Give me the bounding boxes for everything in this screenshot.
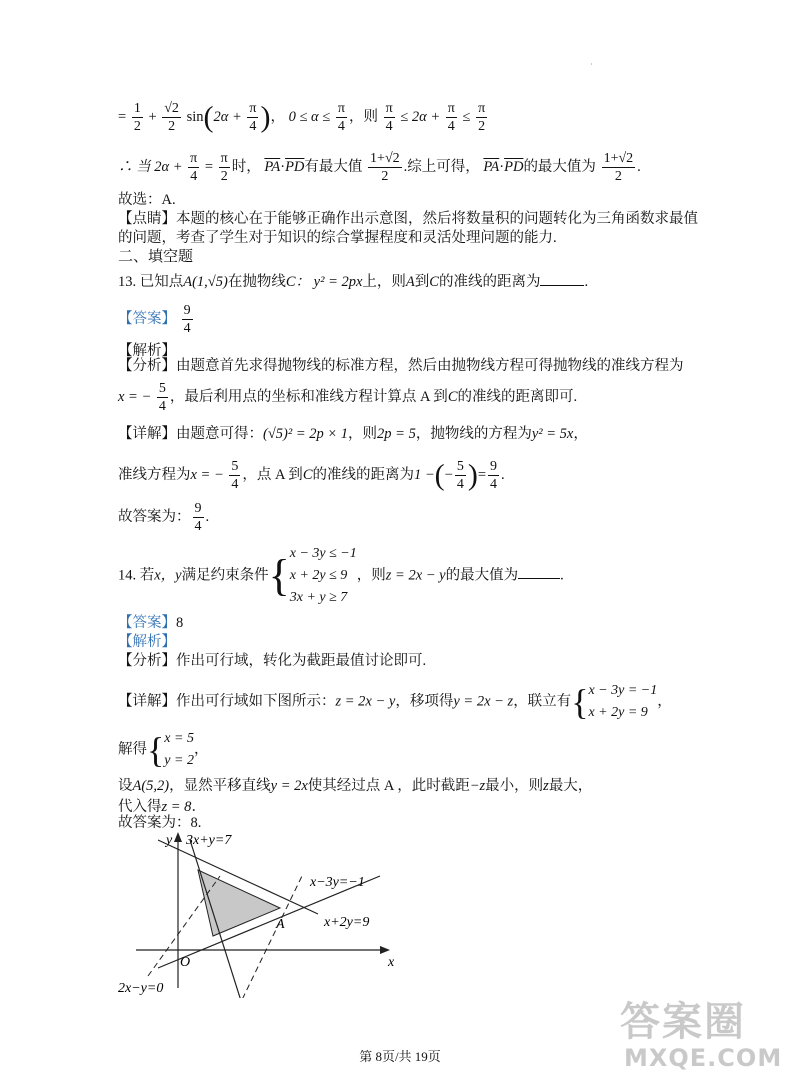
fenxi-tag: 【分析】 <box>118 653 176 669</box>
fraction: $\frac{\pi}{4}$ <box>337 101 345 134</box>
fraction: $\frac{1}{2}$ <box>133 101 141 134</box>
fraction: $\frac{\pi}{2}$ <box>478 101 486 134</box>
curve-label: C <box>447 388 458 405</box>
label-line-x-3y-neg1: x−3y=−1 <box>310 875 365 890</box>
watermark <box>598 982 798 1082</box>
let-text: ，显然平移直线 <box>169 778 271 794</box>
objective-function: z = 2x − y <box>385 567 446 584</box>
answer-tag: 【答案】 <box>118 310 176 327</box>
curve-label: C <box>302 466 313 483</box>
watermark-domain: MXQE.COM <box>624 1044 783 1072</box>
answer-blank <box>518 566 560 579</box>
minus-sign: − <box>444 466 453 483</box>
text-when: 时， <box>231 158 261 175</box>
fraction: $\frac{5}{4}$ <box>456 459 464 492</box>
fraction: $\frac{9}{4}$ <box>194 501 202 534</box>
q14-final: 故答案为：8. <box>118 815 202 831</box>
detail-text: 的准线的距离为 <box>312 466 414 483</box>
math-term: 2p = 5 <box>377 426 416 442</box>
sub-text: 代入得 <box>118 799 162 815</box>
vector-pa: $\overline{PA}$ <box>483 158 500 175</box>
detail-text: ，移项得 <box>395 693 454 710</box>
q14-stem <box>118 543 564 609</box>
x-axis-arrow-icon <box>380 946 390 954</box>
detail-text: ，则 <box>348 426 378 442</box>
corner-mark: ˙ <box>590 62 593 72</box>
fraction: $\frac{\pi}{4}$ <box>385 101 393 134</box>
final-text: 故答案为： <box>118 508 191 525</box>
let-text: 使其经过点 A ，此时截距 <box>307 778 470 794</box>
sin-function: sin <box>186 108 204 125</box>
math-term: x = − <box>118 388 152 405</box>
fenxi-tag: 【分析】 <box>118 358 176 374</box>
math-term: (√5)² = 2p × 1 <box>263 426 349 442</box>
fraction: $\frac{√2}{2}$ <box>164 101 179 134</box>
fenxi-text: 由题意首先求得抛物线的标准方程，然后由抛物线方程可得抛物线的准线方程为 <box>176 358 684 374</box>
math-term: x = − <box>190 466 224 483</box>
constraint-2: x + 2y ≤ 9 <box>289 568 348 583</box>
solve-text: 解得 <box>118 741 147 758</box>
equals-sign: = <box>204 158 214 175</box>
comment-line-1 <box>118 209 698 229</box>
q14-answer <box>118 613 183 633</box>
math-term: 1 − <box>413 466 435 483</box>
y-axis-arrow-icon <box>174 832 182 842</box>
stem-text: 14. 若 <box>118 567 155 584</box>
q13-final <box>118 500 209 535</box>
q13-detail-2 <box>118 458 505 493</box>
derivation-line-1 <box>118 100 489 135</box>
system-brace: { <box>268 551 290 600</box>
solution-system <box>164 728 194 772</box>
dot-operator: · <box>499 158 505 175</box>
feasible-region-figure <box>118 828 408 998</box>
math-term: 2α + <box>213 108 242 125</box>
q13-fenxi-1 <box>118 356 684 376</box>
period: . <box>560 567 564 584</box>
math-term: ∴ 当 2α + <box>118 158 183 175</box>
answer-blank <box>540 273 584 286</box>
vector-pd: $\overline{PD}$ <box>285 158 305 175</box>
paren-left: ( <box>203 100 214 134</box>
analysis-tag: 【解析】 <box>118 634 176 650</box>
q13-analysis-tag: 【解析】 <box>118 343 176 359</box>
le-sign: ≤ <box>462 108 471 125</box>
q13-fenxi-2 <box>118 380 577 415</box>
comma: ， <box>657 693 672 710</box>
comment-line-2: 的问题，考查了学生对于知识的综合掌握程度和灵活处理问题的能力. <box>118 230 557 246</box>
curve-label: C <box>429 274 439 290</box>
math-term: z = 2x − y <box>335 693 396 710</box>
q14-analysis-tag <box>118 632 176 652</box>
detail-text: ，点 A 到 <box>242 466 303 483</box>
paren-right: ) <box>260 100 271 134</box>
dot-operator: · <box>280 158 286 175</box>
stem-text: 的最大值为 <box>445 567 519 584</box>
comment-tag: 【点睛】 <box>118 211 176 227</box>
system-brace: { <box>571 682 589 722</box>
comma: ， <box>193 741 209 758</box>
label-point-a: A <box>276 917 285 932</box>
q13-detail-1 <box>118 424 588 444</box>
solution-x: x = 5 <box>164 731 194 746</box>
fraction: $\frac{9}{4}$ <box>183 303 191 336</box>
q14-solve <box>118 728 208 772</box>
label-line-3x-y-7: 3x+y=7 <box>186 833 232 848</box>
fraction: $\frac{1+√2}{2}$ <box>603 151 634 184</box>
stem-text: 到 <box>414 274 430 290</box>
label-y: y <box>166 833 173 848</box>
system-brace: { <box>147 730 165 770</box>
let-text: 最小，则 <box>485 778 544 794</box>
text-has-max: 有最大值 <box>304 158 363 175</box>
q13-stem <box>118 272 588 292</box>
period: ． <box>191 799 206 815</box>
fenxi-text: ，最后利用点的坐标和准线方程计算点 A 到 <box>169 388 448 405</box>
period: . <box>637 158 641 175</box>
fraction: $\frac{\pi}{2}$ <box>220 151 228 184</box>
parabola-equation: C： y² = 2px <box>285 274 363 290</box>
fraction: $\frac{\pi}{4}$ <box>190 151 198 184</box>
label-line-2x-y-0: 2x−y=0 <box>118 981 164 996</box>
math-term: ≤ 2α + <box>400 108 441 125</box>
page-footer: 第 8页/共 19页 <box>359 1049 441 1064</box>
detail-tag: 【详解】 <box>118 426 176 442</box>
detail-text: ，联立有 <box>513 693 572 710</box>
point-a: A(1,√5) <box>183 274 228 290</box>
math-range: 0 ≤ α ≤ <box>288 108 331 125</box>
answer-tag: 【答案】 <box>118 615 176 631</box>
label-line-x-2y-9: x+2y=9 <box>324 915 370 930</box>
choice-line: 故选：A. <box>118 192 176 208</box>
watermark-logo-text: 答案圈 <box>620 999 746 1045</box>
point-label: A <box>405 274 415 290</box>
stem-text: ，则 <box>356 567 386 584</box>
fraction: $\frac{\pi}{4}$ <box>249 101 257 134</box>
math-term: y² = 5x <box>531 426 574 442</box>
fraction: $\frac{1+√2}{2}$ <box>370 151 400 184</box>
constraint-3: 3x + y ≥ 7 <box>289 590 348 605</box>
vector-pd: $\overline{PD}$ <box>504 158 524 175</box>
equation-1: x − 3y = −1 <box>588 683 658 698</box>
equals-sign: = <box>477 466 487 483</box>
math-term: y = 2x − z <box>453 693 514 710</box>
let-text: 最大， <box>548 778 593 794</box>
fraction: $\frac{9}{4}$ <box>490 459 498 492</box>
fraction: $\frac{\pi}{4}$ <box>447 101 455 134</box>
point-a: A(5,2) <box>132 778 170 794</box>
let-text: 设 <box>118 778 133 794</box>
stem-text: 上，则 <box>362 274 406 290</box>
plus-sign: + <box>148 108 157 125</box>
text-sum-up: .综上可得， <box>403 158 480 175</box>
constraint-1: x − 3y ≤ −1 <box>289 546 357 561</box>
period: . <box>584 274 589 290</box>
q14-fenxi <box>118 651 426 671</box>
paren-left: ( <box>434 458 445 492</box>
label-origin: O <box>180 955 191 970</box>
constraint-system <box>290 543 357 609</box>
text-max-of: 的最大值为 <box>523 158 596 175</box>
stem-text: 13. 已知点 <box>118 274 184 290</box>
math-term: −z <box>469 778 486 794</box>
math-term: z = 8 <box>161 799 192 815</box>
detail-text: 准线方程为 <box>118 466 191 483</box>
detail-text: 作出可行域如下图所示： <box>176 693 336 710</box>
q13-answer <box>118 302 195 337</box>
answer-value: 8 <box>176 615 184 631</box>
comma: ， <box>573 426 588 442</box>
math-term: z <box>543 778 549 794</box>
stem-text: 的准线的距离为 <box>438 274 541 290</box>
fraction: $\frac{5}{4}$ <box>158 381 166 414</box>
equation-system <box>588 680 657 724</box>
detail-text: 由题意可得： <box>176 426 263 442</box>
fraction: $\frac{5}{4}$ <box>231 459 239 492</box>
variables: x，y <box>154 567 182 584</box>
section-title: 二、填空题 <box>118 249 194 265</box>
stem-text: 在抛物线 <box>227 274 286 290</box>
comment-text: 本题的核心在于能够正确作出示意图，然后将数量积的问题转化为三角函数求最值 <box>176 211 698 227</box>
period: . <box>205 508 210 525</box>
comma: ， <box>270 108 285 125</box>
q14-detail-1 <box>118 680 672 724</box>
equals-sign: = <box>118 108 127 125</box>
q14-let <box>118 776 592 796</box>
line-equation: y = 2x <box>270 778 308 794</box>
derivation-line-2 <box>118 150 641 185</box>
stem-text: 满足约束条件 <box>181 567 269 584</box>
period: . <box>501 466 505 483</box>
equation-2: x + 2y = 9 <box>588 705 648 720</box>
paren-right: ) <box>467 458 478 492</box>
fenxi-text: 的准线的距离即可. <box>457 388 578 405</box>
detail-text: ，抛物线的方程为 <box>415 426 532 442</box>
fenxi-text: 作出可行域，转化为截距最值讨论即可. <box>176 653 427 669</box>
solution-y: y = 2 <box>164 753 194 768</box>
detail-tag: 【详解】 <box>118 693 176 710</box>
vector-pa: $\overline{PA}$ <box>264 158 281 175</box>
label-x: x <box>388 955 395 970</box>
text-then: ，则 <box>348 108 378 125</box>
